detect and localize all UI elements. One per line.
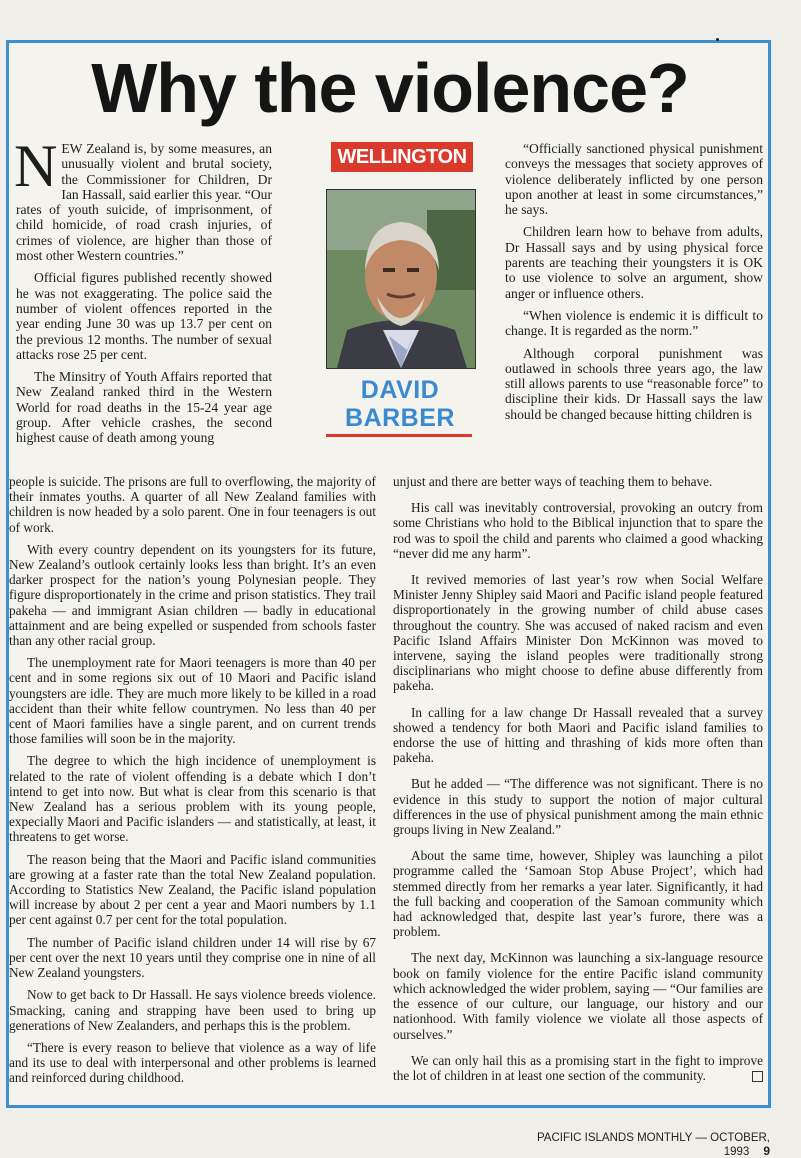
author-portrait-icon xyxy=(327,190,475,368)
paragraph: In calling for a law change Dr Hassall revealed that a survey showed a tendency for both Maori and Pacific island families to endorse the use of hitting and thrashing of kids more often than pakeha. xyxy=(393,704,763,766)
paragraph: “There is every reason to believe that violence as a way of life and its use to deal with interpersonal and other problems is learned and reinforced during childhood. xyxy=(9,1039,376,1086)
paragraph: “When violence is endemic it is difficult to change. It is regarded as the norm.” xyxy=(505,307,763,339)
bottom-right-column xyxy=(393,474,763,1090)
publication-line: PACIFIC ISLANDS MONTHLY — OCTOBER, 1993 xyxy=(536,1132,770,1158)
right-column xyxy=(505,141,763,422)
paragraph: Now to get back to Dr Hassall. He says violence breeds violence. Smacking, caning and strapping have been used to bring up generations of New Zealanders, and perhaps this is the problem. xyxy=(9,987,376,1033)
paragraph: “Officially sanctioned physical punishment conveys the messages that society approves of violence deliberately inflicted by one person upon another at least in some circumstances,” he says. xyxy=(505,141,763,218)
paragraph: Official figures published recently showed he was not exaggerating. The police said the number of violent offences reported in the year ending June 30 was up 13.7 per cent on the previous 12 months. The number of sexual attacks rose 25 per cent. xyxy=(16,270,272,362)
paragraph: The degree to which the high incidence of unemployment is related to the rate of violent offending is a debate which I don’t intend to get into now. But what is clear from this scenario is that New Zealand has a serious problem with its young people, expecially Maori and Pacific islanders — and statistically, at least, it threatens to get worse. xyxy=(9,753,376,845)
paragraph: It revived memories of last year’s row when Social Welfare Minister Jenny Shipley said Maori and Pacific island people featured disproportionately in the growing number of child abuse cases throughout the country. She was accused of naked racism and even Pacific Island Affairs Minister Don McKinnon was moved to intervene, saying the island peoples were traditionally strong disciplinarians who might choose to define abuse differently from pakeha. xyxy=(393,572,763,694)
paragraph: people is suicide. The prisons are full to overflowing, the majority of their inmates youths. A quarter of all New Zealand families with children is now headed by a solo parent. One in four teenagers is out of work. xyxy=(9,474,376,535)
paragraph: unjust and there are better ways of teaching them to behave. xyxy=(393,474,713,489)
paragraph: His call was inevitably controversial, provoking an outcry from some Christians who hold to the Biblical injunction that to spare the rod was to spoil the child and parents who claimed a good whacking “never did me any harm”. xyxy=(393,500,763,561)
paragraph: Although corporal punishment was outlawed in schools three years ago, the law still allows parents to use “reasonable force” to discipline their kids. Dr Hassall says the law should be changed because hitting children is xyxy=(505,345,763,422)
paragraph: The number of Pacific island children under 14 will rise by 67 per cent over the next 10 years until they comprise one in nine of all New Zealand youngsters. xyxy=(9,934,376,981)
paragraph: But he added — “The difference was not significant. There is no evidence in this study to support the notion of major cultural differences in the use of physical punishment among the main ethnic groups living in New Zealand.” xyxy=(393,776,763,838)
author-first-name: DAVID xyxy=(360,376,440,404)
drop-cap: N xyxy=(14,133,58,199)
paragraph: About the same time, however, Shipley was launching a pilot programme called the ‘Samoan Stop Abuse Project’, which had stemmed directly from her remarks a year later. Significantly, it had the full backing and cooperation of the Samoan community which had acknowledged that, despite last year’s furore, there was a problem. xyxy=(393,848,763,940)
page-footer xyxy=(520,1132,770,1158)
author-photo xyxy=(326,189,476,369)
paragraph: The next day, McKinnon was launching a six-language resource book on family violence for the entire Pacific island community which acknowledged the wider problem, saying — “Our families are the essence of our culture, our language, our history and our nationhood. With family violence we violate all those aspects of ourselves.” xyxy=(393,950,763,1042)
bottom-left-column xyxy=(9,474,376,1093)
speck xyxy=(716,38,719,41)
paragraph: Children learn how to behave from adults, Dr Hassall says and by using physical force parents are teaching their youngsters it is OK to use violence to solve an argument, show anger or influence others. xyxy=(505,224,763,301)
byline-rule xyxy=(326,434,472,437)
paragraph: With every country dependent on its youngsters for its future, New Zealand’s outlook certainly looks less than bright. It’s an even darker prospect for the nation’s young Polynesian people. They figure disproportionately in the crime and prison statistics. They trail pakeha — and immigrant Asian children — badly in educational attainment and are being expelled or suspended from schools faster than any other racial group. xyxy=(9,541,376,649)
paragraph: The unemployment rate for Maori teenagers is more than 40 per cent and in some regions six out of 10 Maori and Pacific island youngsters are idle. They are much more likely to be killed in a road accident than their white fellow countrymen. No less than 40 per cent of Maori families have a single parent, and on current trends those families will soon be in the majority. xyxy=(9,655,376,747)
headline: Why the violence? xyxy=(91,49,689,127)
left-column xyxy=(14,133,272,446)
location-tag: WELLINGTON xyxy=(331,142,473,172)
end-mark-icon xyxy=(752,1071,763,1082)
author-last-name: BARBER xyxy=(345,404,455,432)
paragraph: The reason being that the Maori and Pacific island communities are growing at a faster rate than the total New Zealand population. According to Statistics New Zealand, the Pacific island population will increase by about 2 per cent a year and Maori numbers by 1.1 per cent against 0.7 per cent for the total population. xyxy=(9,851,376,928)
page-number: 9 xyxy=(763,1144,770,1158)
paragraph: The Minsitry of Youth Affairs reported that New Zealand ranked third in the Western World for road deaths in the 15-24 year age group. After vehicle crashes, the second highest cause of death among young xyxy=(16,369,272,446)
author-byline xyxy=(326,376,474,432)
intro-paragraph: NEW Zealand is, by some measures, an unusually violent and brutal society, the Commissioner for Children, Dr Ian Hassall, said earlier this year. “Our rates of youth suicide, of imprisonment, of child homicide, of road crash injuries, of crimes of violence, are higher than those of most other Western countries.” xyxy=(14,133,272,264)
paragraph: We can only hail this as a promising start in the fight to improve the lot of children in at least one section of the community. xyxy=(393,1052,763,1083)
